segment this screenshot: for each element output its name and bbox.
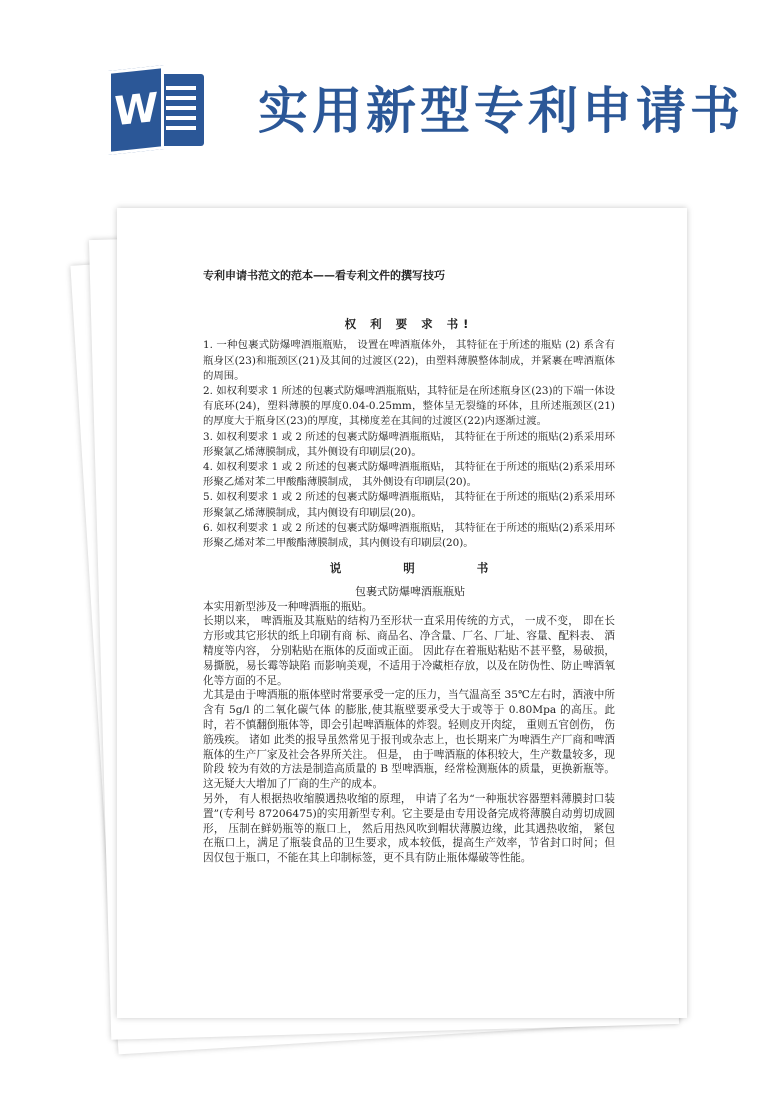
document-heading: 专利申请书范文的范本——看专利文件的撰写技巧 [203,269,445,282]
word-document-icon [108,68,208,152]
body-paragraph: 尤其是由于啤酒瓶的瓶体壁时常要承受一定的压力，当气温高至 35℃左右时，酒液中所含有 5g/l 的二氧化碳气体 的膨胀,使其瓶壁要承受大于或等于 0.80Mpa 的高压。此时，若不慎翻倒瓶体等，即会引起啤酒瓶体的炸裂。轻则皮开肉绽， 重则五官创伤， 伤筋残疾。 诸如 此类的报导虽然常见于报刊或杂志上，也长期来广为啤酒生产厂商和啤酒瓶体的生产厂家及社会各界所关注。 但是， 由于啤酒瓶的体积较大，生产数量较多，现阶段 较为有效的方法是制造高质量的 B 型啤酒瓶，经常检测瓶体的质量，更换新瓶等。这无疑大大增加了厂商的生产的成本。 [203,689,615,791]
claim-item: 5. 如权利要求 1 或 2 所述的包裹式防爆啤酒瓶瓶贴， 其特征在于所述的瓶贴(2)系采用环形聚氯乙烯薄膜制成，其内侧设有印刷层(20)。 [203,491,615,519]
body-paragraph: 本实用新型涉及一种啤酒瓶的瓶贴。 [203,600,373,613]
claim-item: 4. 如权利要求 1 或 2 所述的包裹式防爆啤酒瓶瓶贴， 其特征在于所述的瓶贴(2)系采用环形聚乙烯对苯二甲酸酯薄膜制成， 其外侧设有印刷层(20)。 [203,461,615,489]
page-title: 实用新型专利申请书 [258,82,744,140]
manual-title: 说 明 书 [329,561,489,576]
claims-title: 权 利 要 求 书! [344,317,474,332]
claim-item: 3. 如权利要求 1 或 2 所述的包裹式防爆啤酒瓶瓶贴， 其特征在于所述的瓶贴(2)系采用环形聚氯乙烯薄膜制成，其外侧设有印刷层(20)。 [203,430,615,458]
claim-item: 1. 一种包裹式防爆啤酒瓶瓶贴， 设置在啤酒瓶体外， 其特征在于所述的瓶贴 (2) 系含有瓶身区(23)和瓶颈区(21)及其间的过渡区(22)，由塑料薄膜整体制成，并紧裹在啤酒瓶体的周围。 [203,339,615,382]
manual-subtitle: 包裹式防爆啤酒瓶瓶贴 [355,585,465,599]
word-letter-badge: W [108,65,164,155]
claim-item: 6. 如权利要求 1 或 2 所述的包裹式防爆啤酒瓶瓶贴， 其特征在于所述的瓶贴(2)系采用环形聚乙烯对苯二甲酸酯薄膜制成，其内侧设有印刷层(20)。 [203,521,615,550]
body-paragraph: 长期以来， 啤酒瓶及其瓶贴的结构乃至形状一直采用传统的方式， 一成不变， 即在长方形或其它形状的纸上印刷有商 标、商品名、净含量、厂名、厂址、容量、配料表、 酒精度等内容， 分别粘贴在瓶体的反面或正面。 因此存在着瓶贴粘贴不甚平整，易破损，易撕脱，易长霉等缺陷 而影响美观，不适用于冷藏柜存放，以及在防伪性、防止啤酒氧化等方面的不足。 [203,615,615,687]
body-paragraph: 另外， 有人根据热收缩膜遇热收缩的原理， 申请了名为“一种瓶状容器塑料薄膜封口装置”(专利号 87206475)的实用新型专利。它主要是由专用设备完成将薄膜自动剪切成圆形， 压制在鲜奶瓶等的瓶口上， 然后用热风吹到帽状薄膜边缘，此其遇热收缩， 紧包在瓶口上，满足了瓶装食品的卫生要求，成本较低，提高生产效率，节省封口时间；但因仅包于瓶口，不能在其上印制标签，更不具有防止瓶体爆破等性能。 [203,793,615,865]
header-banner [0,0,780,190]
document-content [203,266,615,866]
claim-item: 2. 如权利要求 1 所述的包裹式防爆啤酒瓶瓶贴，其特征是在所述瓶身区(23)的下端一体设有底环(24)，塑料薄膜的厚度0.04-0.25mm，整体呈无裂缝的环体，且所述瓶颈区(21)的厚度大于瓶身区(23)的厚度，其梯度差在其间的过渡区(22)内逐渐过渡。 [203,385,615,428]
